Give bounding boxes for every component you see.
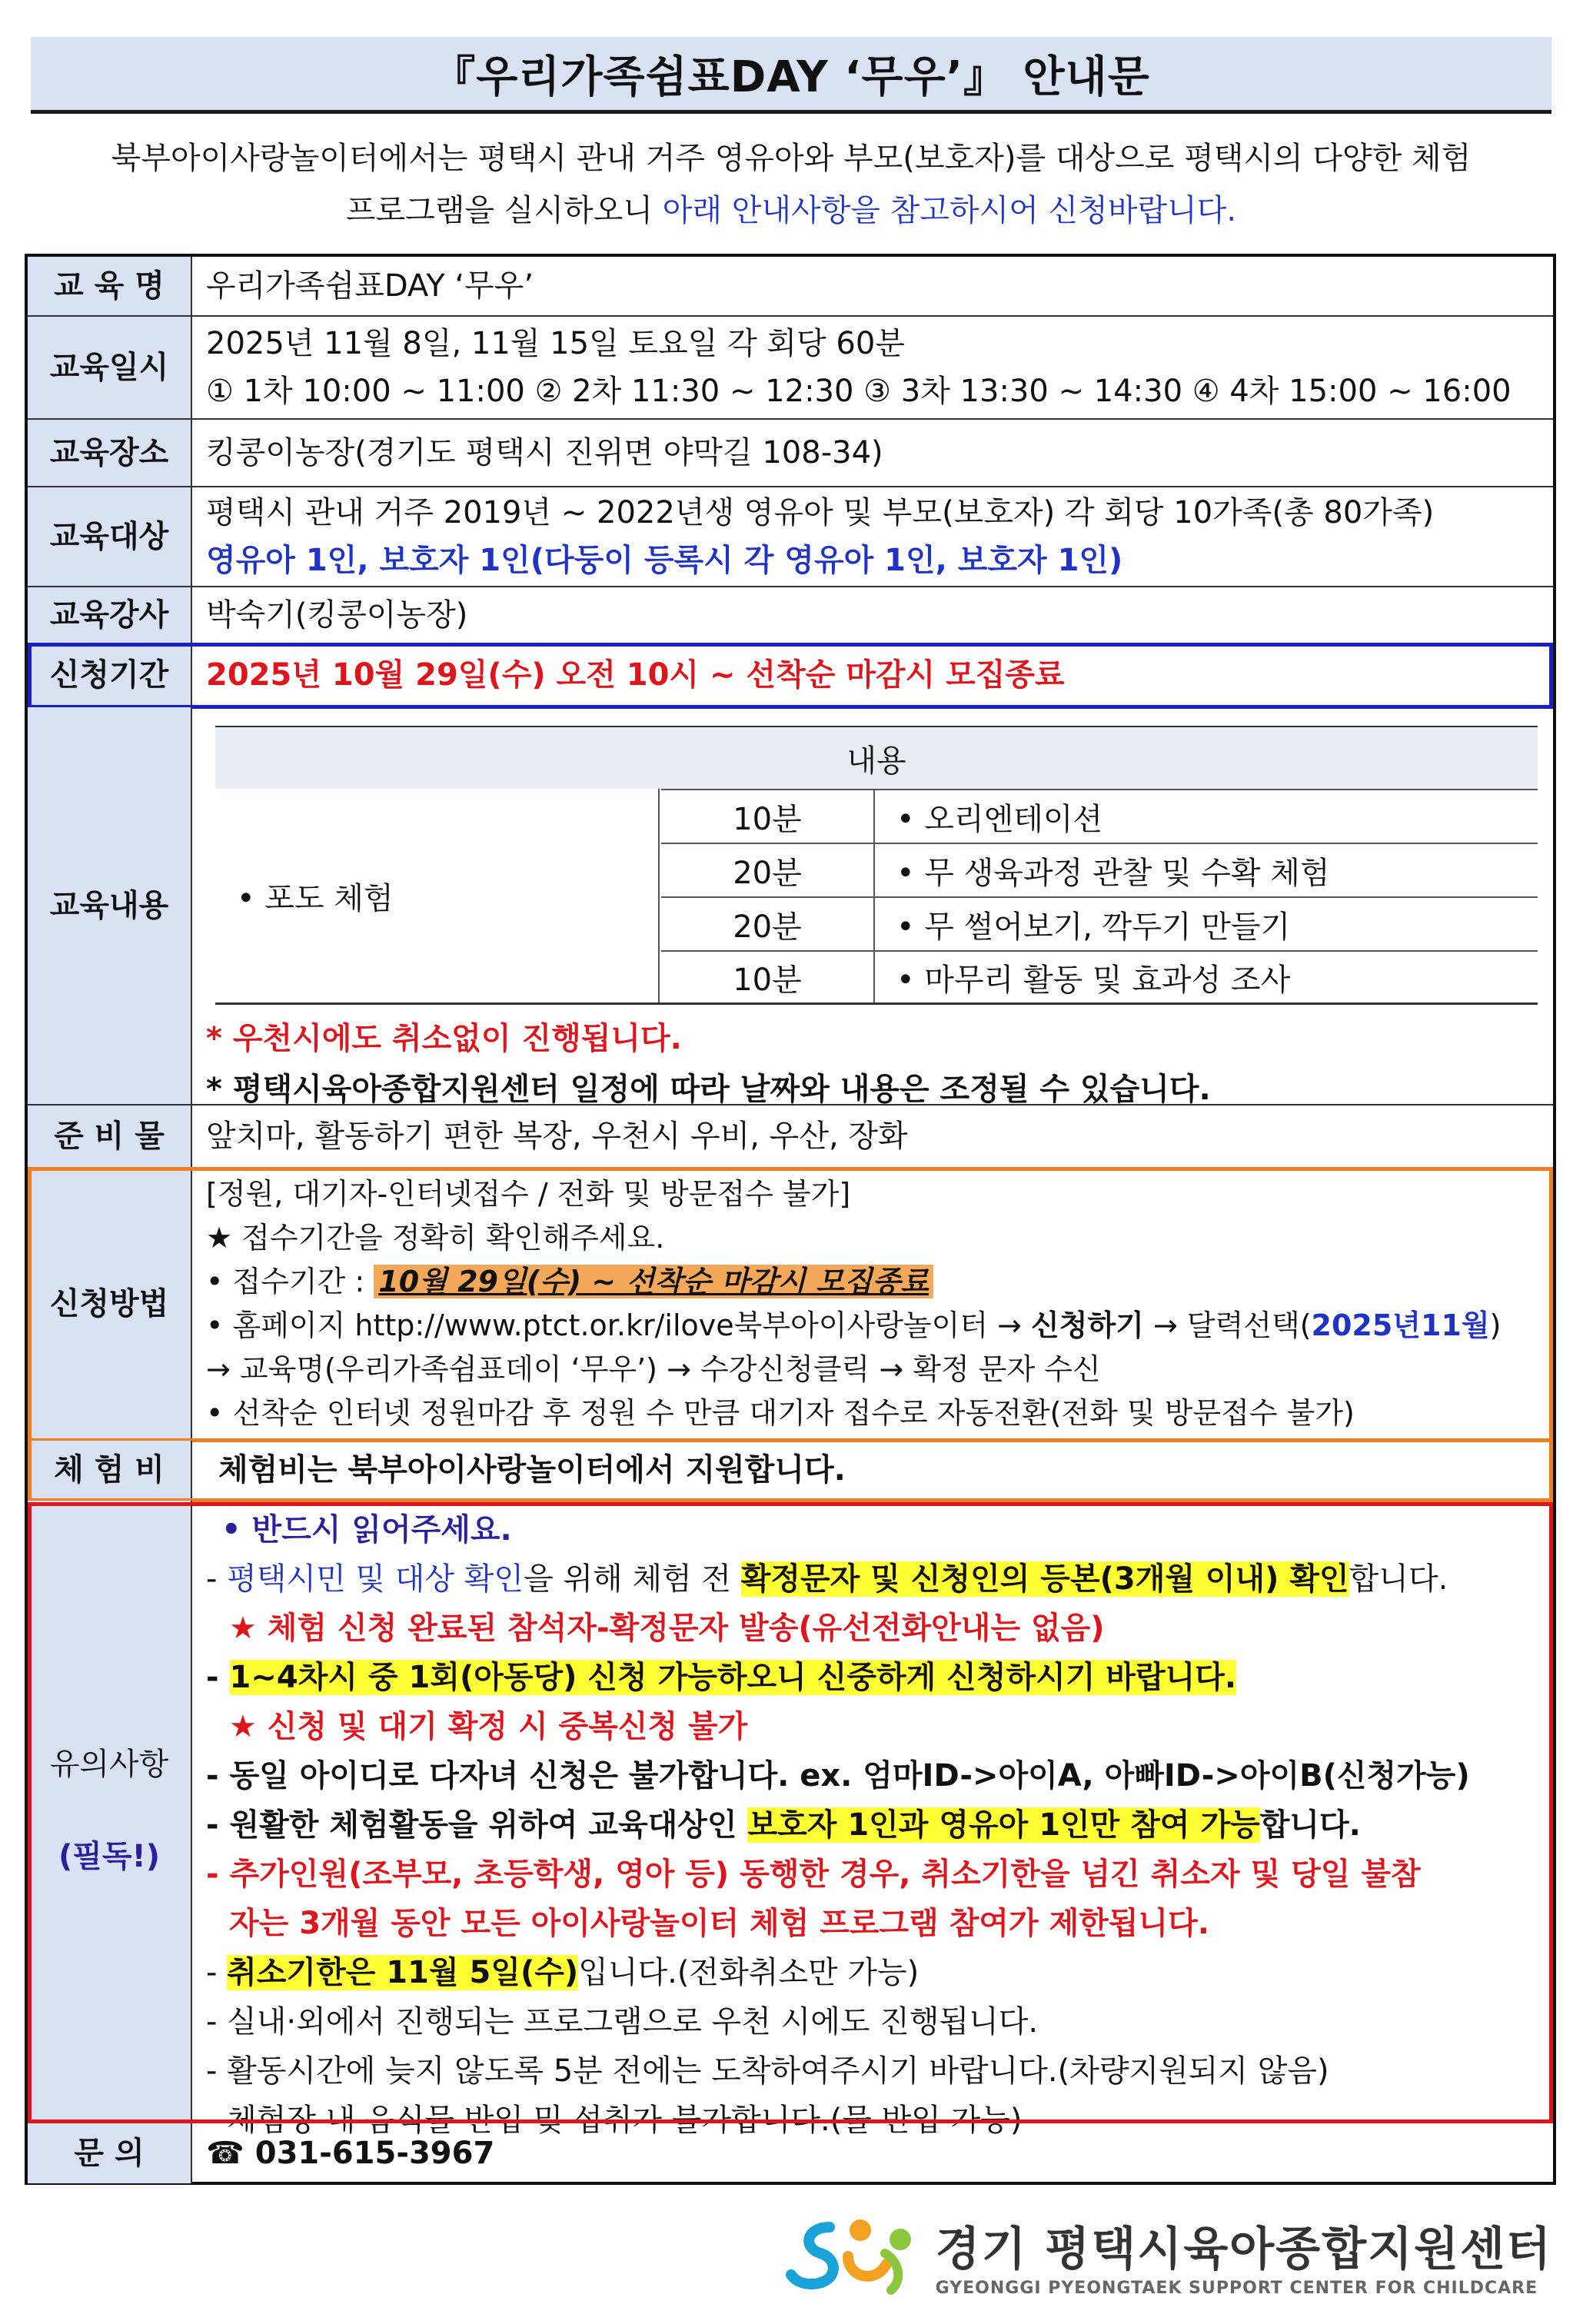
method-line-2: ★ 접수기간을 정확히 확인해주세요. bbox=[206, 1221, 665, 1255]
method-period-highlight: 10월 29일(수) ~ 선착순 마감시 모집종료 bbox=[374, 1265, 933, 1298]
footer-org-name-en: GYEONGGI PYEONGTAEK SUPPORT CENTER FOR CHILDCARE bbox=[935, 2279, 1538, 2298]
row-date bbox=[28, 317, 1553, 420]
content-notes bbox=[206, 1013, 1211, 1115]
notice-line-6: - 동일 아이디로 다자녀 신청은 불가합니다. ex. 엄마ID->아이A, 아빠ID->아이B(신청가능) bbox=[206, 1758, 1470, 1794]
notice-line-9: - 취소기한은 11월 5일(수)입니다.(전화취소만 가능) bbox=[206, 1955, 920, 1990]
schedule-time: 10분 bbox=[661, 952, 875, 1002]
row-target-line-2: 영유아 1인, 보호자 1인(다둥이 등록시 각 영유아 1인, 보호자 1인) bbox=[206, 543, 1123, 578]
row-fee bbox=[28, 1441, 1553, 1501]
row-notice-label-2: (필독!) bbox=[58, 1839, 161, 1874]
row-teacher bbox=[28, 587, 1553, 644]
method-line-6: • 선착순 인터넷 정원마감 후 정원 수 만큼 대기자 접수로 자동전환(전화 및 방문접수 불가) bbox=[206, 1396, 1355, 1430]
notice-line-10: - 실내·외에서 진행되는 프로그램으로 우천 시에도 진행됩니다. bbox=[206, 2004, 1039, 2040]
schedule-time: 20분 bbox=[661, 844, 875, 896]
method-paren-close: ) bbox=[1489, 1308, 1502, 1342]
row-teacher-label: 교육강사 bbox=[28, 587, 192, 643]
row-name-value: 우리가족쉼표DAY ‘무우’ bbox=[206, 268, 534, 304]
schedule-desc: • 오리엔테이션 bbox=[896, 801, 1103, 837]
page-title: 『우리가족쉼표DAY ‘무우’』 안내문 bbox=[432, 52, 1150, 102]
footer-org-name: 경기 평택시육아종합지원센터 bbox=[935, 2223, 1552, 2276]
row-date-line-1: 2025년 11월 8일, 11월 15일 토요일 각 회당 60분 bbox=[206, 326, 905, 361]
schedule-time: 10분 bbox=[661, 790, 875, 843]
notice-line-8: - 추가인원(조부모, 초등학생, 영아 등) 동행한 경우, 취소기한을 넘긴 취소자 및 당일 불참 bbox=[206, 1857, 1421, 1892]
row-contact-label: 문 의 bbox=[28, 2123, 192, 2183]
schedule-desc: • 무 생육과정 관찰 및 수확 체험 bbox=[896, 855, 1330, 891]
intro-line-2-plain: 프로그램을 실시하오니 bbox=[345, 193, 663, 228]
title-bar bbox=[31, 37, 1551, 114]
notice-line-3: ★ 체험 신청 완료된 참석자-확정문자 발송(유선전화안내는 없음) bbox=[229, 1611, 1105, 1646]
content-schedule-table bbox=[215, 726, 1538, 1004]
intro-line-2 bbox=[31, 185, 1551, 237]
notice-line-1: • 반드시 읽어주세요. bbox=[221, 1512, 512, 1548]
row-place-label: 교육장소 bbox=[28, 420, 192, 486]
row-target bbox=[28, 487, 1553, 587]
schedule-time: 20분 bbox=[661, 898, 875, 950]
row-period-label: 신청기간 bbox=[28, 644, 192, 706]
method-line-1: [정원, 대기자-인터넷접수 / 전화 및 방문접수 불가] bbox=[206, 1177, 851, 1211]
method-line-4 bbox=[206, 1304, 1538, 1348]
notice-line-5: ★ 신청 및 대기 확정 시 중복신청 불가 bbox=[229, 1709, 748, 1744]
method-line-5: → 교육명(우리가족쉼표데이 ‘무우’) → 수강신청클릭 → 확정 문자 수신 bbox=[206, 1352, 1101, 1386]
method-homepage-link[interactable]: • 홈페이지 http://www.ptct.or.kr/ilove북부아이사랑놀이터 → bbox=[206, 1308, 1032, 1342]
notice-list bbox=[206, 1505, 1544, 2145]
row-notice-label: 유의사항 bbox=[49, 1747, 169, 1782]
method-calendar-step: → 달력선택( bbox=[1143, 1308, 1312, 1342]
row-prep-value: 앞치마, 활동하기 편한 복장, 우천시 우비, 우산, 장화 bbox=[206, 1119, 908, 1154]
content-note-2: * 평택시육아종합지원센터 일정에 따라 날짜와 내용은 조정될 수 있습니다. bbox=[206, 1072, 1211, 1107]
row-contact-value: ☎ 031-615-3967 bbox=[206, 2136, 495, 2171]
row-fee-value: 체험비는 북부아이사랑놀이터에서 지원합니다. bbox=[218, 1452, 846, 1488]
row-date-line-2: ① 1차 10:00 ~ 11:00 ② 2차 11:30 ~ 12:30 ③ 3차 13:30 ~ 14:30 ④ 4차 15:00 ~ 16:00 bbox=[206, 374, 1511, 409]
notice-line-11: - 활동시간에 늦지 않도록 5분 전에는 도착하여주시기 바랍니다.(차량지원되지 않음) bbox=[206, 2053, 1329, 2089]
row-content-label: 교육내용 bbox=[28, 707, 192, 1104]
table-row bbox=[661, 789, 1538, 843]
row-name bbox=[28, 257, 1553, 317]
method-line-3 bbox=[206, 1260, 1538, 1304]
method-apply-step: 신청하기 bbox=[1031, 1308, 1144, 1342]
content-note-1: * 우천시에도 취소없이 진행됩니다. bbox=[206, 1021, 682, 1056]
table-row bbox=[661, 843, 1538, 896]
row-date-label: 교육일시 bbox=[28, 317, 192, 418]
table-row bbox=[661, 896, 1538, 950]
schedule-desc: • 마무리 활동 및 효과성 조사 bbox=[896, 962, 1291, 998]
row-place bbox=[28, 420, 1553, 487]
method-line-3-label: • 접수기간 : bbox=[206, 1265, 374, 1298]
table-row bbox=[661, 950, 1538, 1002]
footer bbox=[783, 2213, 1552, 2298]
content-activity: • 포도 체험 bbox=[237, 880, 394, 916]
row-teacher-value: 박숙기(킹콩이농장) bbox=[206, 597, 468, 633]
row-contact bbox=[28, 2123, 1553, 2183]
notice-line-2: - 평택시민 및 대상 확인을 위해 체험 전 확정문자 및 신청인의 등본(3개월 이내) 확인합니다. bbox=[206, 1561, 1448, 1597]
center-logo-icon bbox=[783, 2213, 922, 2298]
row-period-value: 2025년 10월 29일(수) 오전 10시 ~ 선착순 마감시 모집종료 bbox=[206, 657, 1065, 693]
intro-text bbox=[31, 132, 1551, 237]
row-fee-label: 체 험 비 bbox=[28, 1441, 192, 1499]
row-notice-label-cell bbox=[28, 1501, 192, 2120]
row-prep-label: 준 비 물 bbox=[28, 1105, 192, 1167]
row-place-value: 킹콩이농장(경기도 평택시 진위면 야막길 108-34) bbox=[206, 435, 883, 470]
row-period bbox=[28, 644, 1553, 707]
method-calendar-month: 2025년11월 bbox=[1311, 1308, 1490, 1342]
schedule-desc: • 무 썰어보기, 깍두기 만들기 bbox=[896, 909, 1291, 945]
intro-line-2-blue: 아래 안내사항을 참고하시어 신청바랍니다. bbox=[662, 193, 1237, 228]
row-target-label: 교육대상 bbox=[28, 487, 192, 586]
row-target-line-1: 평택시 관내 거주 2019년 ~ 2022년생 영유아 및 부모(보호자) 각 회당 10가족(총 80가족) bbox=[206, 495, 1435, 530]
notice-line-7: - 원활한 체험활동을 위하여 교육대상인 보호자 1인과 영유아 1인만 참여 가능합니다. bbox=[206, 1807, 1361, 1843]
notice-line-12: - 체험장 내 음식물 반입 및 섭취가 불가합니다.(물 반입 가능) bbox=[206, 2103, 1023, 2138]
content-table-header: 내용 bbox=[215, 726, 1538, 789]
row-method-label: 신청방법 bbox=[28, 1169, 192, 1439]
notice-line-8b: 자는 3개월 동안 모든 아이사랑놀이터 체험 프로그램 참여가 제한됩니다. bbox=[229, 1906, 1209, 1941]
row-name-label: 교 육 명 bbox=[28, 257, 192, 315]
row-method bbox=[28, 1169, 1553, 1441]
intro-line-1: 북부아이사랑놀이터에서는 평택시 관내 거주 영유아와 부모(보호자)를 대상으로 평택시의 다양한 체험 bbox=[111, 141, 1472, 176]
notice-line-4: - 1~4차시 중 1회(아동당) 신청 가능하오니 신중하게 신청하시기 바랍니다. bbox=[206, 1660, 1237, 1695]
row-prep bbox=[28, 1105, 1553, 1169]
